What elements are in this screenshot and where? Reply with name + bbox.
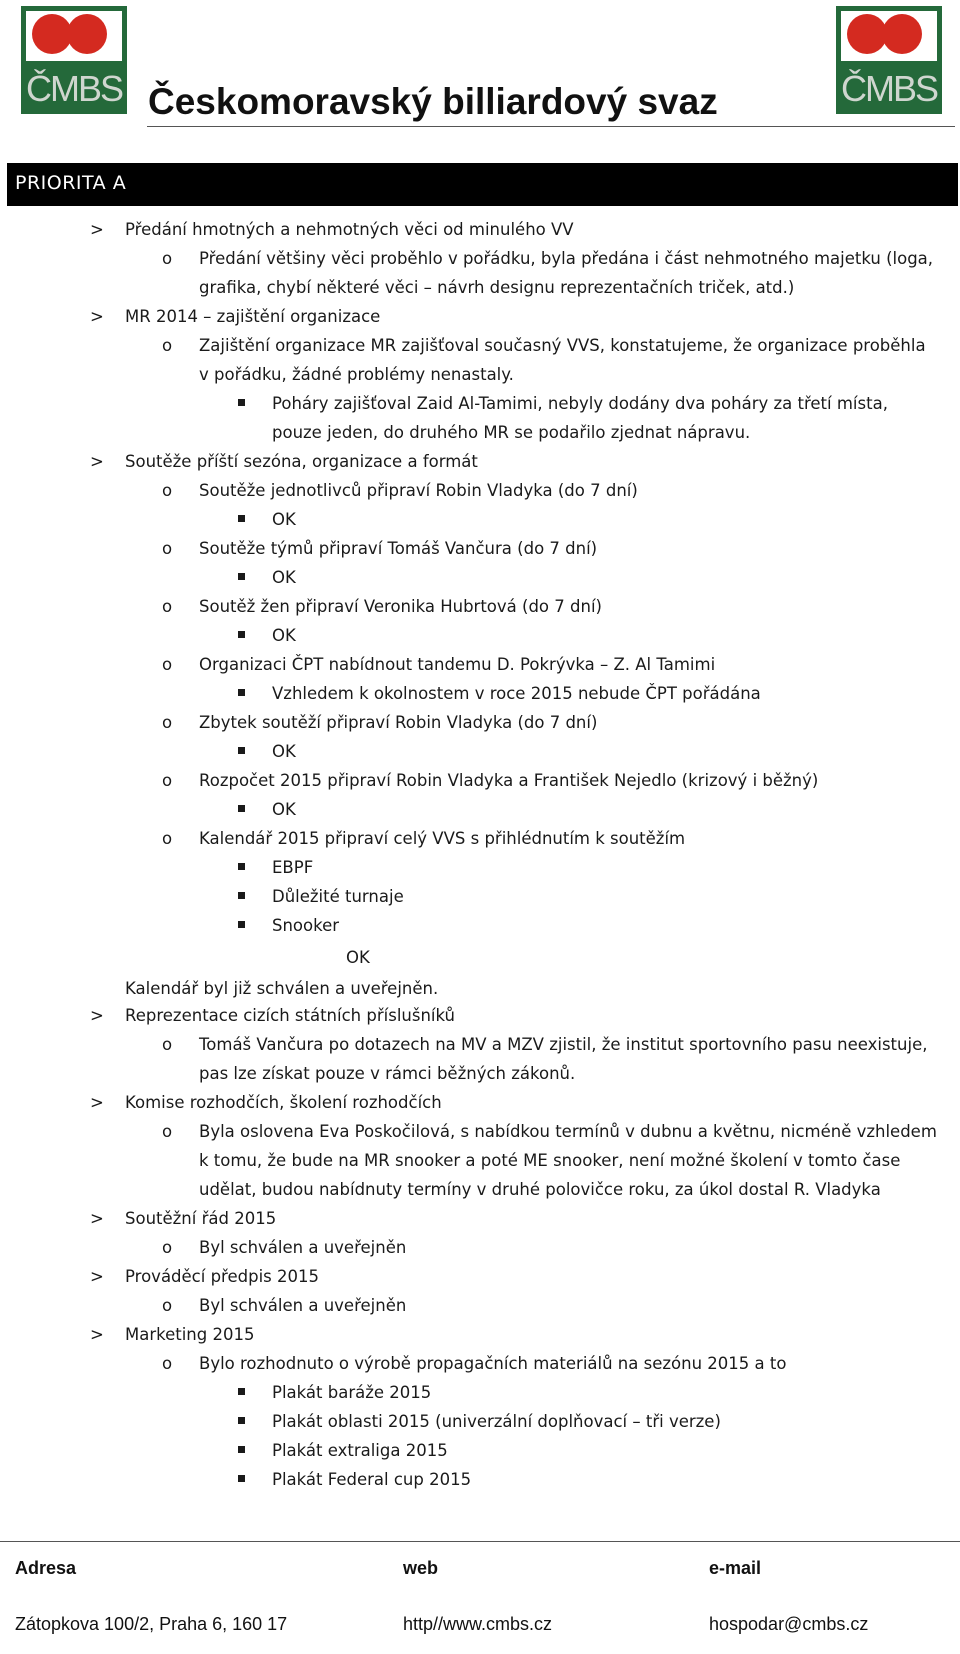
list-item-text: Organizaci ČPT nabídnout tandemu D. Pokrývka – Z. Al Tamimi — [199, 655, 716, 674]
section-heading — [0, 302, 960, 331]
square-bullet — [238, 515, 245, 522]
square-bullet — [238, 863, 245, 870]
sub-list-item-text: Plakát extraliga 2015 — [272, 1441, 448, 1460]
section-title: MR 2014 – zajištění organizace — [125, 307, 381, 326]
sub-list-item — [0, 621, 960, 650]
section-heading — [0, 1320, 960, 1349]
sub-list-item — [0, 1465, 960, 1494]
section-title: Předání hmotných a nehmotných věci od minulého VV — [125, 220, 574, 239]
sub-list-item — [0, 1436, 960, 1465]
list-item — [0, 592, 960, 621]
circle-marker: o — [162, 1035, 173, 1054]
sub-list-item-text: Plakát baráže 2015 — [272, 1383, 432, 1402]
list-item-text: Tomáš Vančura po dotazech na MV a MZV zjistil, že institut sportovního pasu neexistuje, pas lze získat pouze v rámci běžných zákonů. — [199, 1035, 928, 1083]
footer-email-link[interactable]: hospodar@cmbs.cz — [709, 1614, 869, 1634]
section-note-text: Kalendář byl již schválen a uveřejněn. — [125, 979, 439, 998]
square-bullet — [238, 747, 245, 754]
sub-list-item — [0, 505, 960, 534]
document-content — [0, 215, 960, 1494]
circle-marker: o — [162, 1354, 173, 1373]
list-item — [0, 824, 960, 853]
circle-marker: o — [162, 1238, 173, 1257]
section-heading — [0, 1204, 960, 1233]
list-item — [0, 1030, 960, 1088]
arrow-marker: > — [90, 1209, 104, 1228]
sub-list-item-text: OK — [272, 742, 296, 761]
sub-list-item-text: Plakát Federal cup 2015 — [272, 1470, 472, 1489]
circle-marker: o — [162, 655, 173, 674]
section-note — [0, 972, 960, 1001]
section-title: Prováděcí předpis 2015 — [125, 1267, 319, 1286]
circle-marker: o — [162, 336, 173, 355]
sub-list-item — [0, 911, 960, 940]
sub-list-item — [0, 679, 960, 708]
square-bullet — [238, 1446, 245, 1453]
priority-banner — [7, 163, 958, 206]
arrow-marker: > — [90, 1267, 104, 1286]
organization-title: Českomoravský billiardový svaz — [148, 81, 718, 122]
arrow-marker: > — [90, 452, 104, 471]
sub-list-item-text: Poháry zajišťoval Zaid Al-Tamimi, nebyly dodány dva poháry za třetí místa, pouze jeden, do druhého MR se podařilo zjednat nápravu. — [272, 394, 888, 442]
circle-marker: o — [162, 1296, 173, 1315]
square-bullet — [238, 689, 245, 696]
circle-marker: o — [162, 249, 173, 268]
list-item-text: Bylo rozhodnuto o výrobě propagačních materiálů na sezónu 2015 a to — [199, 1354, 787, 1373]
circle-marker: o — [162, 539, 173, 558]
sub-list-item-text: OK — [272, 510, 296, 529]
square-bullet — [238, 631, 245, 638]
list-item — [0, 1349, 960, 1378]
circle-marker: o — [162, 481, 173, 500]
circle-marker: o — [162, 829, 173, 848]
section-heading — [0, 447, 960, 476]
arrow-marker: > — [90, 1325, 104, 1344]
sub-list-item-text: Vzhledem k okolnostem v roce 2015 nebude ČPT pořádána — [272, 684, 761, 703]
square-bullet — [238, 1417, 245, 1424]
circle-marker: o — [162, 713, 173, 732]
circle-marker: o — [162, 597, 173, 616]
arrow-marker: > — [90, 220, 104, 239]
sub-list-item — [0, 882, 960, 911]
square-bullet — [238, 921, 245, 928]
section-title: Soutěže příští sezóna, organizace a formát — [125, 452, 478, 471]
list-item-text: Byl schválen a uveřejněn — [199, 1238, 407, 1257]
section-title: Reprezentace cizích státních příslušníků — [125, 1006, 455, 1025]
sub-list-item-text: OK — [272, 626, 296, 645]
square-bullet — [238, 805, 245, 812]
list-item-text: Rozpočet 2015 připraví Robin Vladyka a František Nejedlo (krizový i běžný) — [199, 771, 819, 790]
header-divider — [147, 126, 955, 127]
sub-list-item-text: OK — [272, 800, 296, 819]
footer-web-label: web — [403, 1558, 439, 1578]
logo-circle-left — [847, 14, 887, 54]
square-bullet — [238, 1388, 245, 1395]
list-item — [0, 476, 960, 505]
arrow-marker: > — [90, 307, 104, 326]
sub-list-item — [0, 563, 960, 592]
sub-list-item-text: Plakát oblasti 2015 (univerzální doplňovací – tři verze) — [272, 1412, 721, 1431]
list-item-text: Byl schválen a uveřejněn — [199, 1296, 407, 1315]
section-title: Komise rozhodčích, školení rozhodčích — [125, 1093, 442, 1112]
list-item — [0, 1117, 960, 1204]
section-heading — [0, 215, 960, 244]
footer-email-label: e-mail — [709, 1558, 762, 1578]
section-heading — [0, 1262, 960, 1291]
footer-address-label: Adresa — [15, 1558, 77, 1578]
square-bullet — [238, 1475, 245, 1482]
list-item-text: Zajištění organizace MR zajišťoval současný VVS, konstatujeme, že organizace proběhla v pořádku, žádné problémy nenastaly. — [199, 336, 926, 384]
circle-marker: o — [162, 771, 173, 790]
section-title: Marketing 2015 — [125, 1325, 255, 1344]
list-item — [0, 1291, 960, 1320]
arrow-marker: > — [90, 1006, 104, 1025]
list-item-text: Byla oslovena Eva Poskočilová, s nabídkou termínů v dubnu a květnu, nicméně vzhledem k tomu, že bude na MR snooker a poté ME snooker, není možné školení v tomto čase udělat, budou nabídnuty termíny v druhé polovičce roku, za úkol dostal R. Vladyka — [199, 1122, 937, 1199]
cmbs-logo-right — [836, 6, 942, 114]
logo-circle-left — [32, 14, 72, 54]
list-item-text: Soutěže týmů připraví Tomáš Vančura (do 7 dní) — [199, 539, 598, 558]
sub-list-item-text: Snooker — [272, 916, 340, 935]
logo-text: ČMBS — [25, 68, 122, 109]
list-item — [0, 244, 960, 302]
ok-status — [0, 940, 960, 972]
sub-list-item-text: OK — [272, 568, 296, 587]
list-item — [0, 534, 960, 563]
list-item — [0, 766, 960, 795]
logo-text: ČMBS — [840, 68, 937, 109]
square-bullet — [238, 892, 245, 899]
sub-list-item — [0, 1407, 960, 1436]
cmbs-logo-left — [21, 6, 127, 114]
list-item-text: Soutěž žen připraví Veronika Hubrtová (do 7 dní) — [199, 597, 602, 616]
square-bullet — [238, 399, 245, 406]
sub-list-item — [0, 1378, 960, 1407]
sub-list-item-text: Důležité turnaje — [272, 887, 404, 906]
section-heading — [0, 1001, 960, 1030]
list-item-text: Předání většiny věci proběhlo v pořádku, byla předána i část nehmotného majetku (loga, grafika, chybí některé věci – návrh designu reprezentačních triček, atd.) — [199, 249, 934, 297]
arrow-marker: > — [90, 1093, 104, 1112]
footer-address: Zátopkova 100/2, Praha 6, 160 17 — [15, 1614, 288, 1634]
footer-web-link[interactable]: http//www.cmbs.cz — [403, 1614, 553, 1634]
square-bullet — [238, 573, 245, 580]
sub-list-item-text: EBPF — [272, 858, 314, 877]
list-item — [0, 650, 960, 679]
list-item-text: Zbytek soutěží připraví Robin Vladyka (do 7 dní) — [199, 713, 598, 732]
list-item — [0, 708, 960, 737]
logo-circle-right — [67, 14, 107, 54]
footer-divider — [0, 1541, 960, 1542]
priority-banner-title: PRIORITA A — [15, 172, 127, 194]
list-item-text: Soutěže jednotlivců připraví Robin Vladyka (do 7 dní) — [199, 481, 638, 500]
sub-list-item — [0, 389, 960, 447]
sub-list-item — [0, 795, 960, 824]
sub-list-item — [0, 737, 960, 766]
circle-marker: o — [162, 1122, 173, 1141]
list-item — [0, 331, 960, 389]
section-heading — [0, 1088, 960, 1117]
list-item — [0, 1233, 960, 1262]
ok-status-text: OK — [346, 948, 370, 967]
sub-list-item — [0, 853, 960, 882]
list-item-text: Kalendář 2015 připraví celý VVS s přihlédnutím k soutěžím — [199, 829, 686, 848]
section-title: Soutěžní řád 2015 — [125, 1209, 277, 1228]
logo-circle-right — [882, 14, 922, 54]
